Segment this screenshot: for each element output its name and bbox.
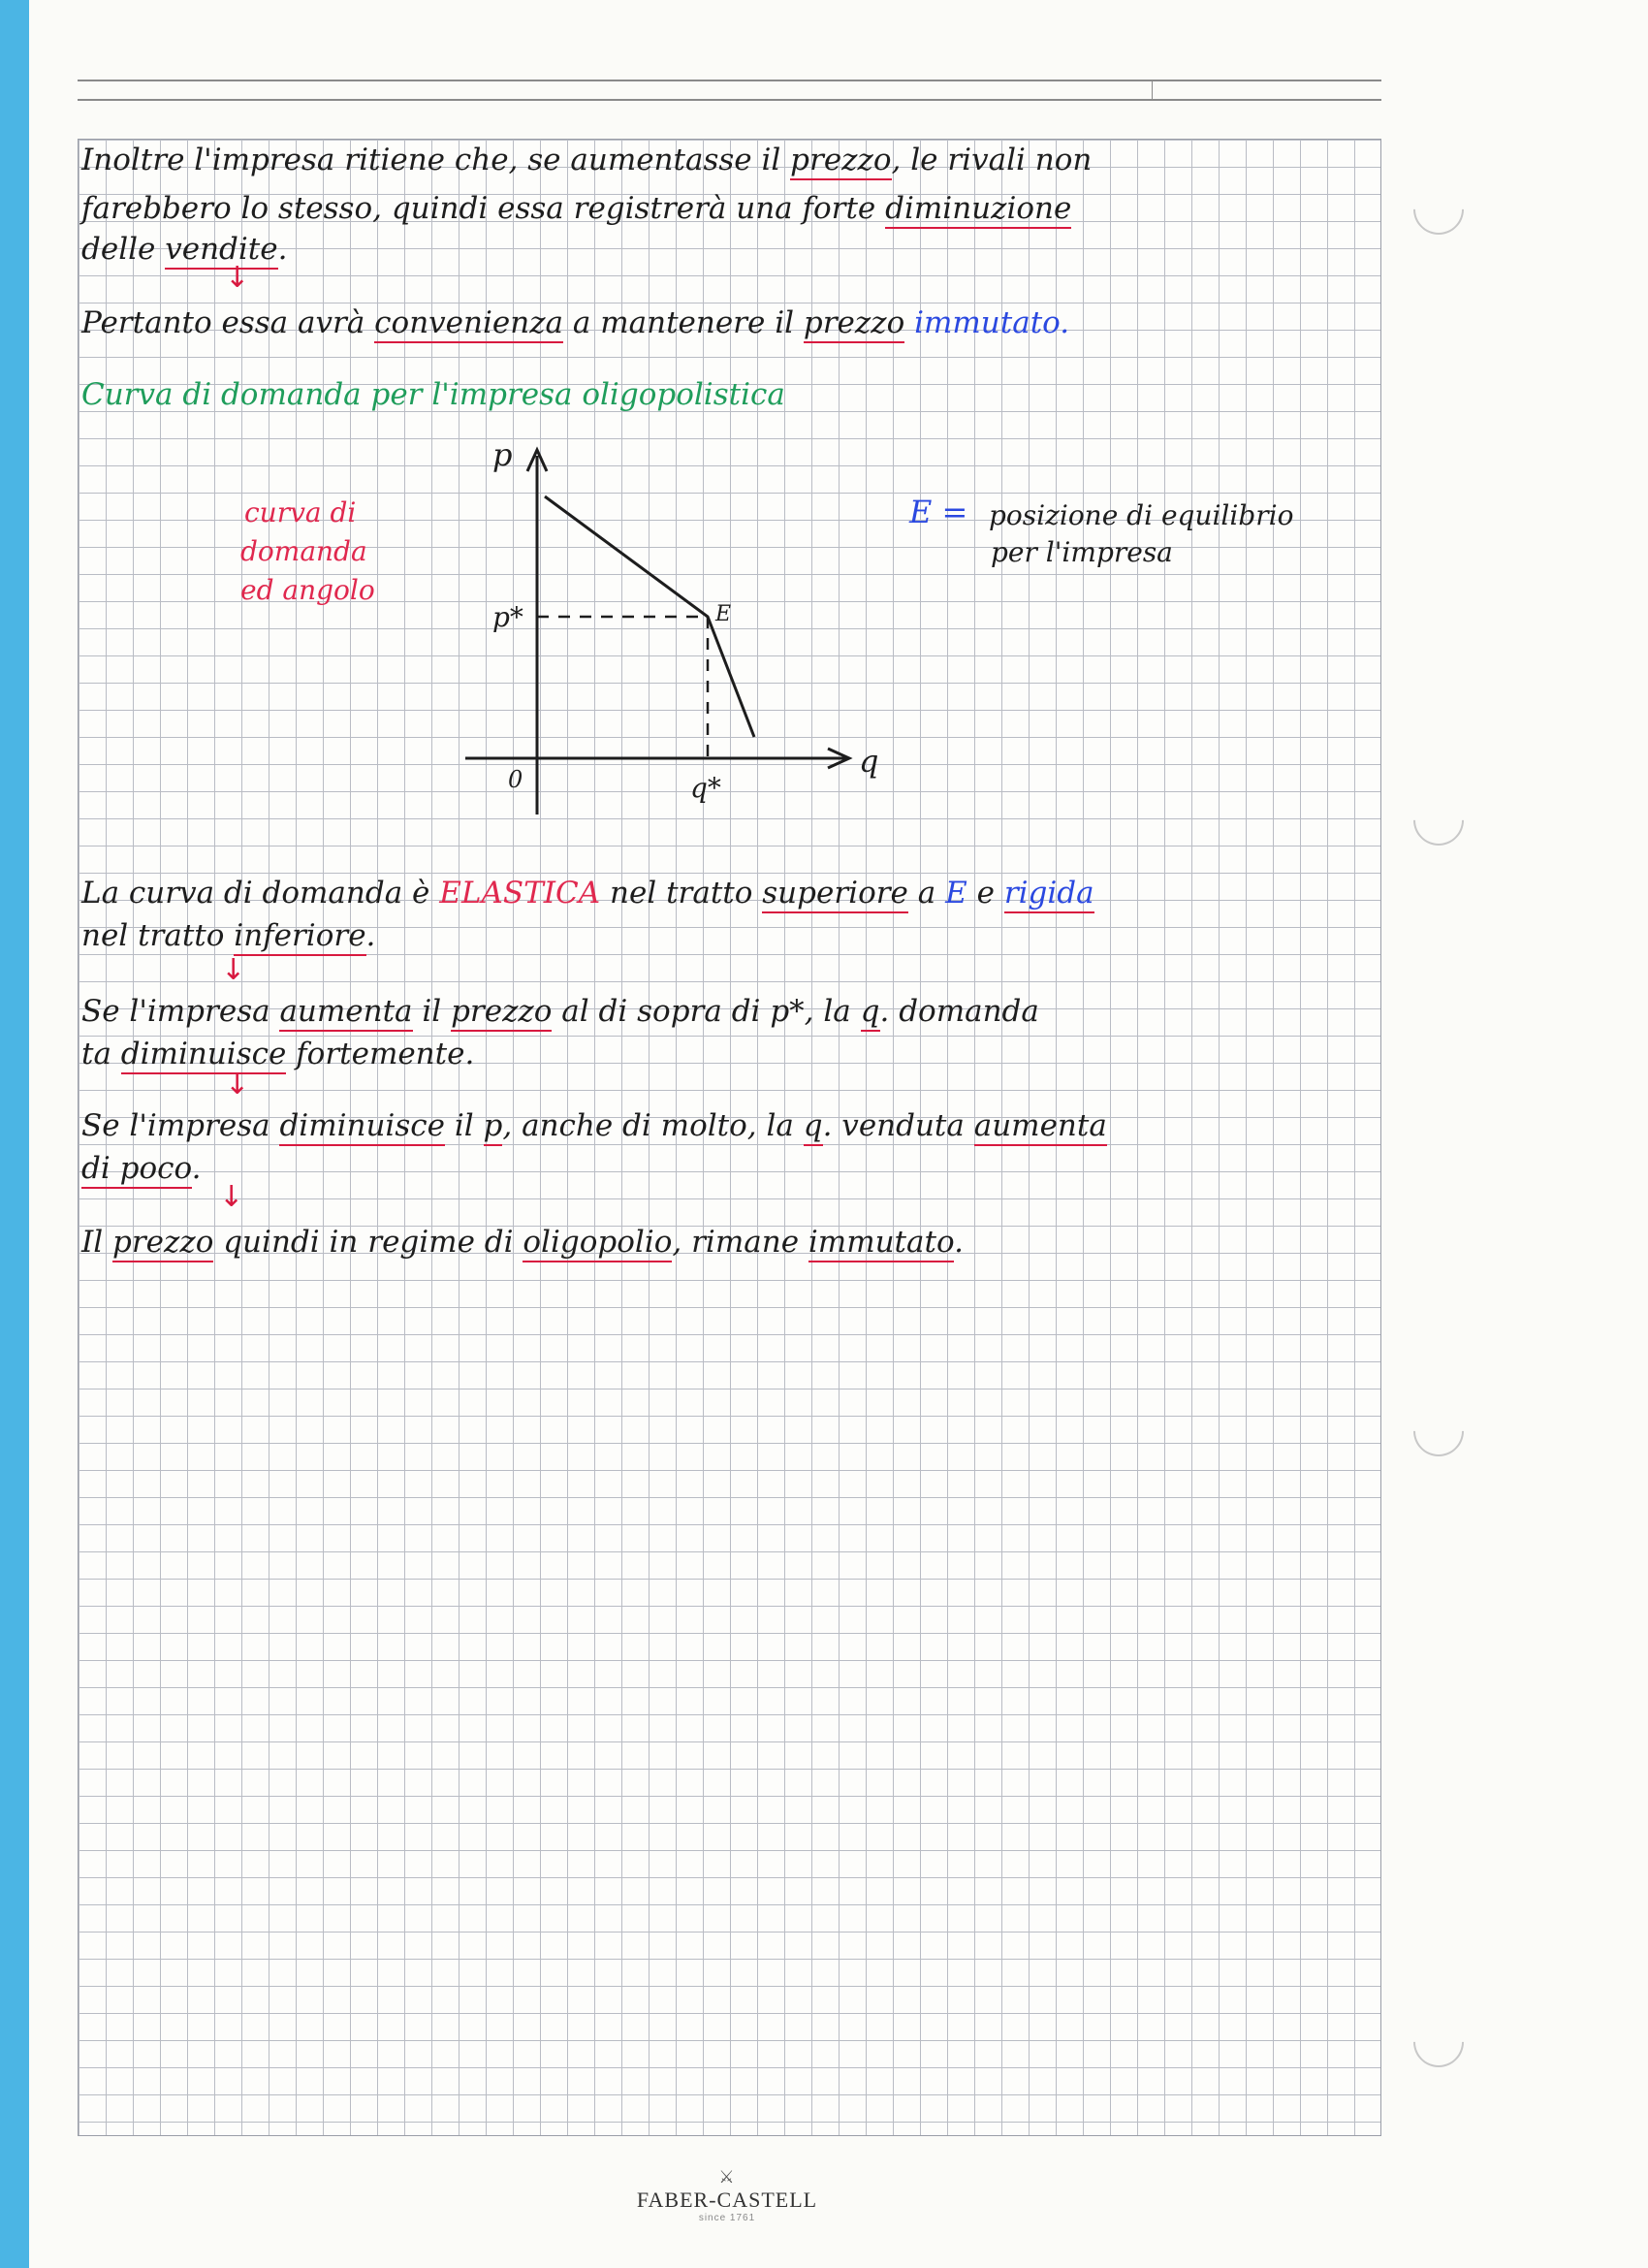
faber-castell-logo bbox=[630, 2167, 824, 2223]
origin-label: 0 bbox=[508, 766, 523, 793]
header-rule-bottom bbox=[78, 99, 1381, 101]
arrow-down-icon: ↓ bbox=[219, 1180, 244, 1214]
note-line-1: Inoltre l'impresa ritiene che, se aumentasse il prezzo, le rivali non bbox=[81, 145, 1092, 176]
note-line-4: Pertanto essa avrà convenienza a mantenere il prezzo immutato. bbox=[81, 308, 1069, 338]
legend-text-line-2: per l'impresa bbox=[991, 536, 1173, 568]
brand-name: FABER-CASTELL bbox=[636, 2188, 818, 2212]
y-axis-label: p bbox=[492, 436, 513, 473]
kinked-demand-diagram bbox=[427, 436, 931, 844]
para4: Il prezzo quindi in regime di oligopolio, rimane immutato. bbox=[81, 1228, 964, 1258]
x-axis-label: q bbox=[859, 743, 879, 780]
para2-line-2: ta diminuisce fortemente. bbox=[81, 1039, 474, 1070]
curve-label-line-2: domanda bbox=[240, 535, 367, 567]
header-divider bbox=[1152, 80, 1153, 99]
curve-label-line-1: curva di bbox=[244, 496, 357, 528]
knights-logo-icon: ⚔ bbox=[718, 2167, 736, 2187]
brand-since: since 1761 bbox=[698, 2213, 756, 2223]
legend-e: E = bbox=[909, 494, 968, 530]
note-line-2: farebbero lo stesso, quindi essa registrerà una forte diminuzione bbox=[81, 194, 1071, 224]
para1-line-1: La curva di domanda è ELASTICA nel tratto superiore a E e rigida bbox=[81, 878, 1094, 909]
binding-strip bbox=[0, 0, 29, 2268]
point-e-label: E bbox=[715, 602, 732, 626]
para2-line-1: Se l'impresa aumenta il prezzo al di sopra di p*, la q. domanda bbox=[81, 997, 1039, 1027]
q-star-label: q* bbox=[690, 772, 721, 804]
p-star-label: p* bbox=[492, 601, 523, 633]
header-rule-top bbox=[78, 80, 1381, 81]
arrow-down-icon: ↓ bbox=[225, 1068, 250, 1102]
para3-line-1: Se l'impresa diminuisce il p, anche di molto, la q. venduta aumenta bbox=[81, 1111, 1107, 1141]
legend-text-line-1: posizione di equilibrio bbox=[989, 499, 1294, 531]
arrow-down-icon: ↓ bbox=[225, 261, 250, 295]
diagram-heading: Curva di domanda per l'impresa oligopolistica bbox=[81, 377, 785, 412]
arrow-down-icon: ↓ bbox=[221, 953, 246, 987]
para1-line-2: nel tratto inferiore. bbox=[81, 921, 375, 951]
curve-label-line-3: ed angolo bbox=[240, 574, 375, 606]
para3-line-2: di poco. bbox=[81, 1154, 201, 1184]
note-line-3: delle vendite. bbox=[81, 235, 287, 265]
